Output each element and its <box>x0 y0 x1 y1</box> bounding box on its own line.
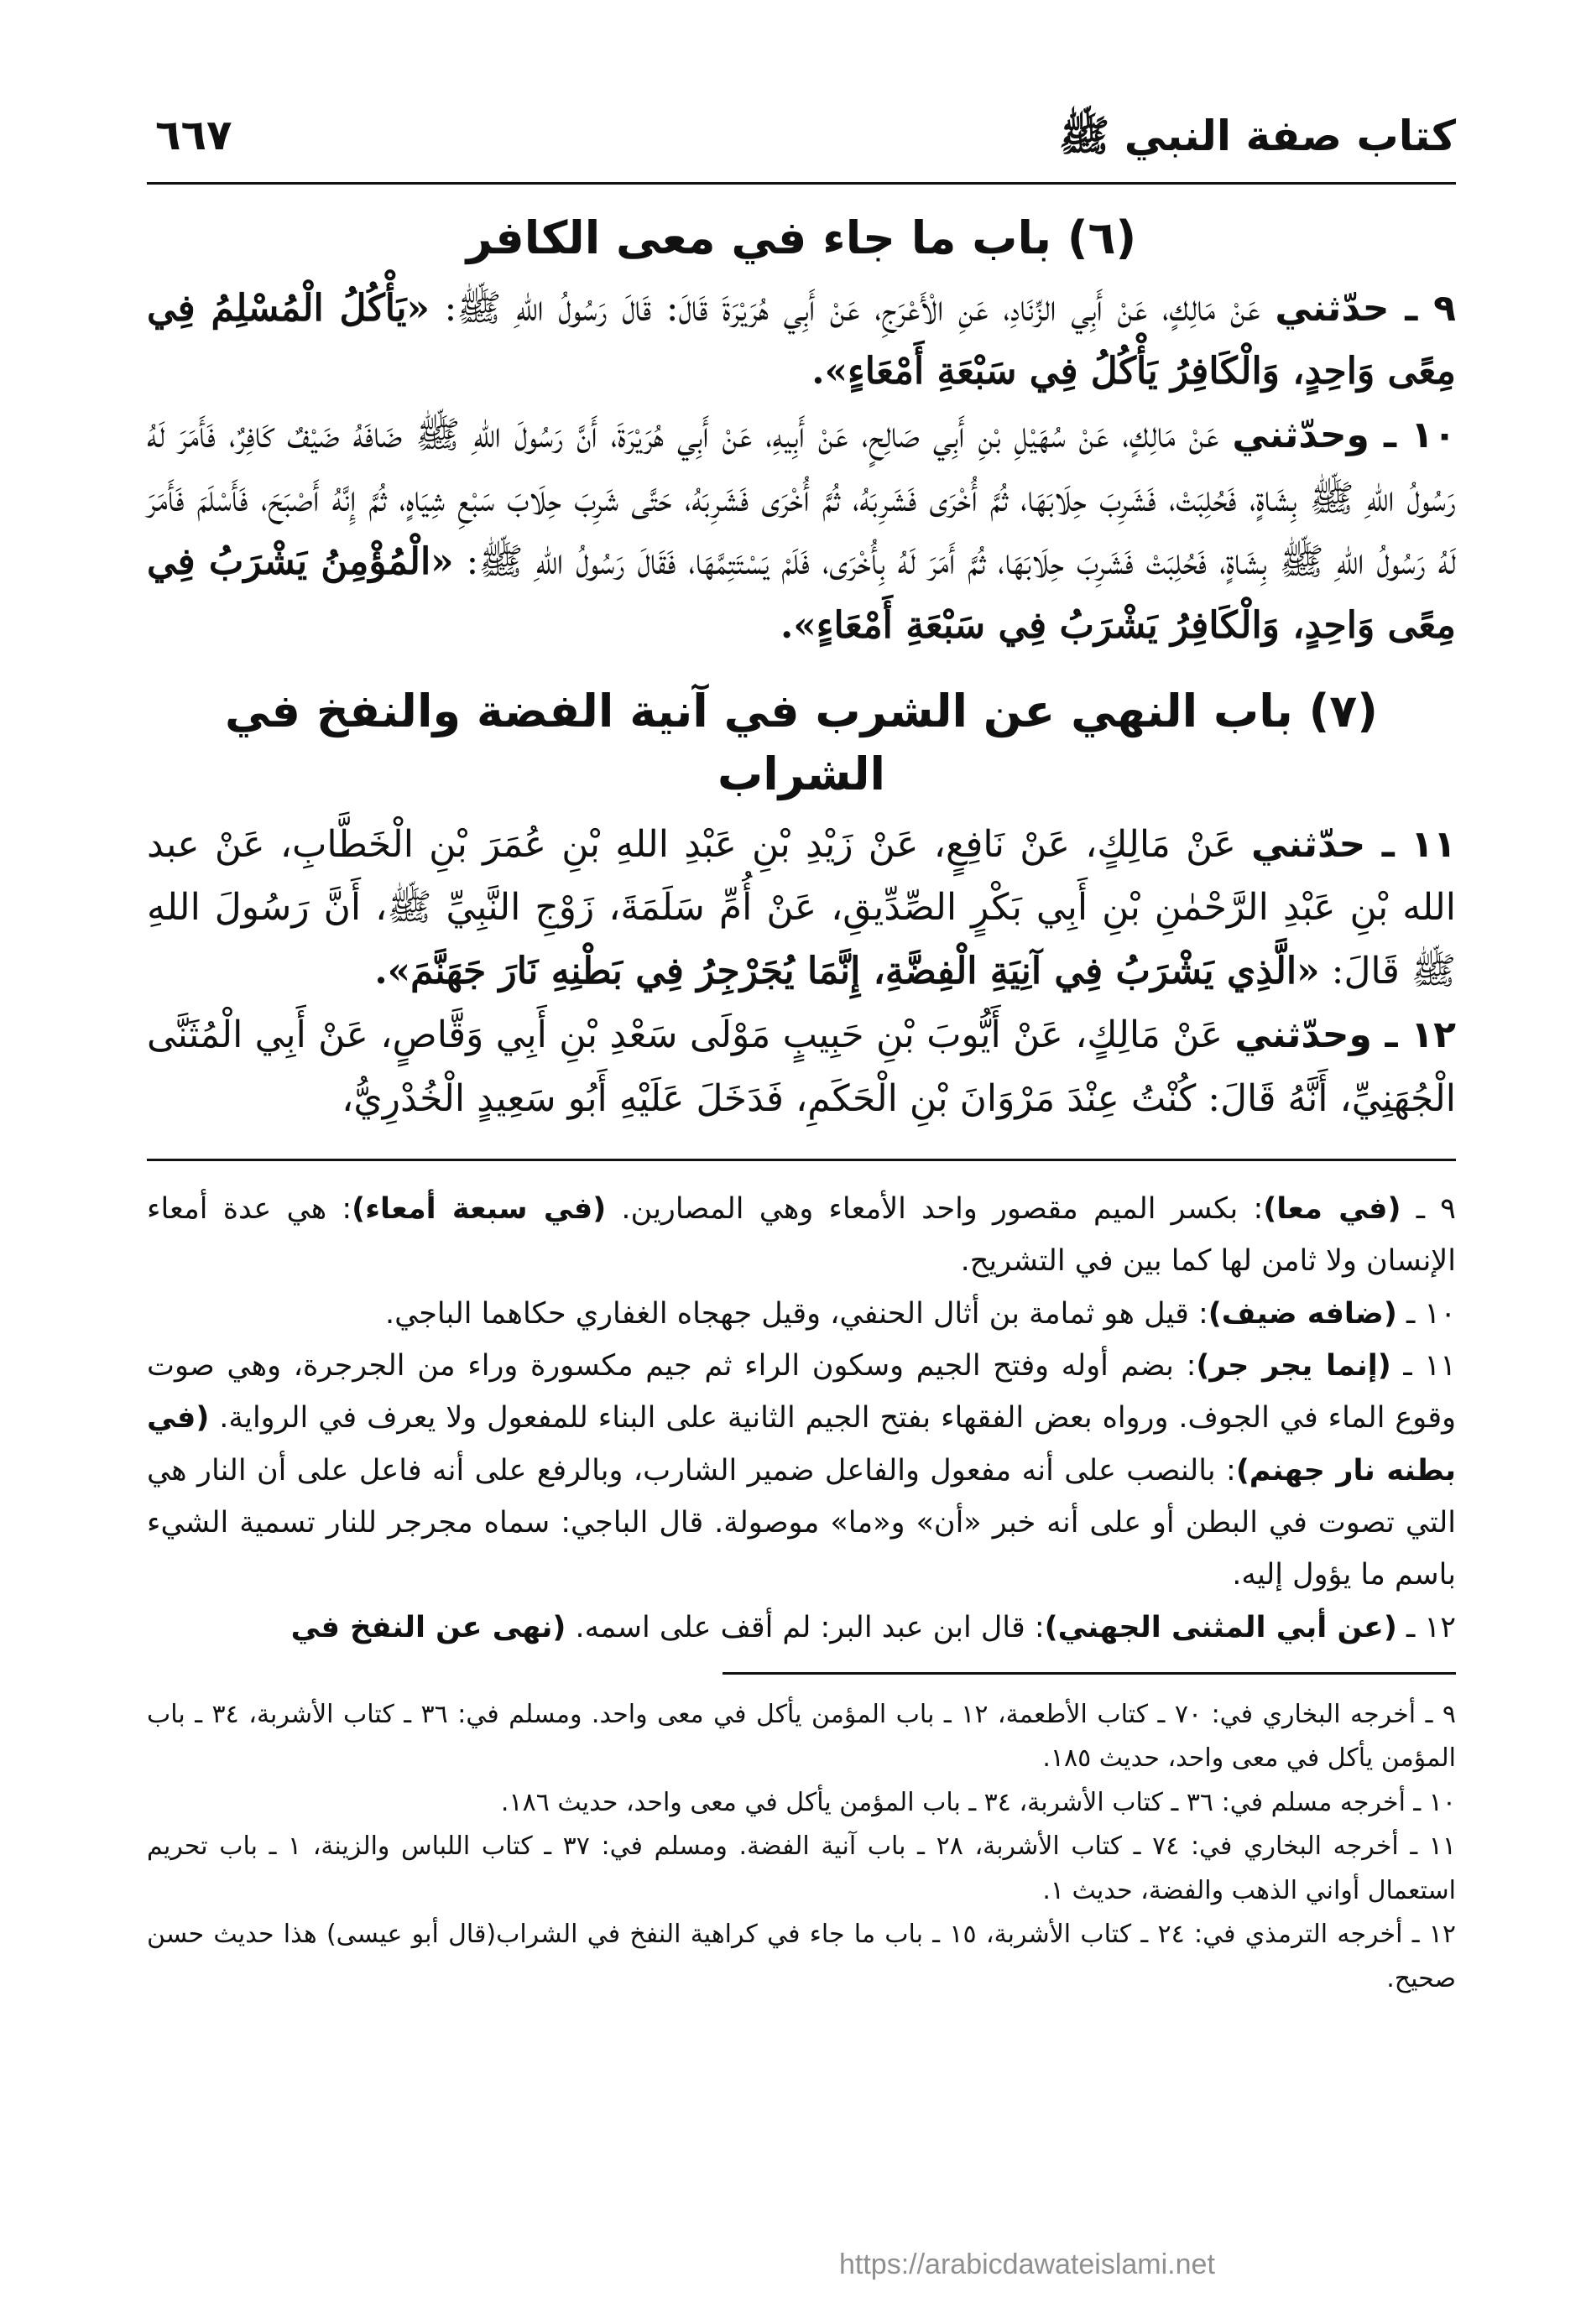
commentary-text: ١٢ ـ <box>1396 1610 1456 1644</box>
commentary-separator <box>147 1159 1456 1161</box>
commentary-text: : بكسر الميم مقصور واحد الأمعاء وهي المصارين. <box>606 1192 1264 1227</box>
commentary-term: (ضافه ضيف) <box>1208 1296 1397 1331</box>
references-separator <box>723 1672 1456 1675</box>
hadith-text: عَنْ مَالِكٍ، عَنْ أَيُّوبَ بْنِ حَبِيبٍ مَوْلَى سَعْدِ بْنِ أَبِي وَقَّاصٍ، عَنْ أَبِي الْمُثَنَّى الْجُهَنِيِّ، أَنَّهُ قَالَ: كُنْتُ عِنْدَ مَرْوَانَ بْنِ الْحَكَمِ، فَدَخَلَ عَلَيْهِ أَبُو سَعِيدٍ الْخُدْرِيُّ، <box>147 1013 1456 1120</box>
reference-note: ١٠ ـ أخرجه مسلم في: ٣٦ ـ كتاب الأشربة، ٣٤ ـ باب المؤمن يأكل في معى واحد، حديث ١٨٦. <box>500 1787 1456 1817</box>
watermark-url: https://arabicdawateislami.net <box>839 2248 1215 2280</box>
commentary-text: : بالنصب على أنه مفعول والفاعل ضمير الشارب، وبالرفع على أنه فاعل على أن النار هي التي تصوت في البطن أو على أنه خبر «أن» و«ما» موصولة. قال الباجي: سماه مجرجر للنار تسمية الشيء باسم ما يؤول إليه. <box>147 1453 1456 1592</box>
commentary-term: (في سبعة أمعاء) <box>352 1192 607 1227</box>
hadith-paragraph <box>147 813 1456 1003</box>
book-title: كتاب صفة النبي ﷺ <box>1058 112 1456 160</box>
hadith-lead: ٩ ـ حدّثني <box>1275 286 1456 330</box>
commentary-text: ٩ ـ <box>1401 1192 1456 1227</box>
reference-note: ١٢ ـ أخرجه الترمذي في: ٢٤ ـ كتاب الأشربة، ١٥ ـ باب ما جاء في كراهية النفخ في الشراب(قال أبو عيسى) هذا حديث حسن صحيح. <box>147 1920 1456 1993</box>
reference-note: ٩ ـ أخرجه البخاري في: ٧٠ ـ كتاب الأطعمة، ١٢ ـ باب المؤمن يأكل في معى واحد. ومسلم في: ٣٦ ـ كتاب الأشربة، ٣٤ ـ باب المؤمن يأكل في معى واحد، حديث ١٨٥. <box>147 1699 1457 1774</box>
commentary-term: (نهى عن النفخ في <box>290 1610 566 1644</box>
prophet-quote: «يَأْكُلُ الْمُسْلِمُ فِي مِعًى وَاحِدٍ، وَالْكَافِرُ يَأْكُلُ فِي سَبْعَةِ أَمْعَاءٍ». <box>147 286 1456 393</box>
hadith-lead: ١٢ ـ وحدّثني <box>1234 1013 1456 1056</box>
hadith-paragraph <box>147 404 1456 658</box>
commentary-notes <box>147 1183 1456 1654</box>
commentary-term: (في معا) <box>1263 1192 1401 1227</box>
prophet-quote: «الْمُؤْمِنُ يَشْرَبُ فِي مِعًى وَاحِدٍ، وَالْكَافِرُ يَشْرَبُ فِي سَبْعَةِ أَمْعَاءٍ». <box>147 540 1456 647</box>
commentary-paragraph <box>147 1340 1456 1601</box>
commentary-text: ١٠ ـ <box>1396 1296 1456 1331</box>
chapter-heading: (٦) باب ما جاء في معى الكافر <box>466 211 1137 264</box>
commentary-text: ١١ ـ <box>1390 1349 1456 1383</box>
book-page <box>147 101 1456 2290</box>
commentary-text: : هي عدة أمعاء الإنسان ولا ثامن لها كما بين في التشريح. <box>147 1192 1456 1279</box>
prophet-quote: «الَّذِي يَشْرَبُ فِي آنِيَةِ الْفِضَّةِ، إِنَّمَا يُجَرْجِرُ فِي بَطْنِهِ نَارَ جَهَنَّمَ». <box>374 950 1320 993</box>
hadith-text: عَنْ مَالِكٍ، عَنْ أَبِي الزِّنَادِ، عَنِ الْأَعْرَجِ، عَنْ أَبِي هُرَيْرَةَ قَالَ: قَالَ رَسُولُ اللهِ ﷺ: <box>429 286 1276 330</box>
commentary-paragraph <box>147 1288 1456 1340</box>
commentary-paragraph <box>147 1183 1456 1288</box>
page-number: ٦٦٧ <box>155 111 232 159</box>
hadith-paragraph <box>147 1003 1456 1130</box>
commentary-text: : قيل هو ثمامة بن أثال الحنفي، وقيل جهجاه الغفاري حكاهما الباجي. <box>384 1296 1208 1331</box>
running-header <box>147 101 1456 185</box>
hadith-lead: ١١ ـ حدّثني <box>1251 822 1456 866</box>
hadith-text: عَنْ مَالِكٍ، عَنْ سُهَيْلِ بْنِ أَبِي صَالِحٍ، عَنْ أَبِيهِ، عَنْ أَبِي هُرَيْرَةَ، أَنَّ رَسُولَ اللهِ ﷺ ضَافَهُ ضَيْفٌ كَافِرٌ، فَأَمَرَ لَهُ رَسُولُ اللهِ ﷺ بِشَاةٍ، فَحُلِبَتْ، فَشَرِبَ حِلَابَهَا، ثُمَّ أُخْرَى فَشَرِبَهُ، ثُمَّ أُخْرَى فَشَرِبَهُ، حَتَّى شَرِبَ حِلَابَ سَبْعِ شِيَاهٍ، ثُمَّ إِنَّهُ أَصْبَحَ، فَأَسْلَمَ فَأَمَرَ لَهُ رَسُولُ اللهِ ﷺ بِشَاةٍ، فَحُلِبَتْ فَشَرِبَ حِلَابَهَا، ثُمَّ أَمَرَ لَهُ بِأُخْرَى، فَلَمْ يَسْتَتِمَّهَا، فَقَالَ رَسُولُ اللهِ ﷺ: <box>147 413 1456 584</box>
reference-note: ١١ ـ أخرجه البخاري في: ٧٤ ـ كتاب الأشربة، ٢٨ ـ باب آنية الفضة. ومسلم في: ٣٧ ـ كتاب اللباس والزينة، ١ ـ باب تحريم استعمال أواني الذهب والفضة، حديث ١. <box>147 1832 1456 1905</box>
commentary-term: (في بطنه نار جهنم) <box>147 1401 1456 1488</box>
commentary-text: : بضم أوله وفتح الجيم وسكون الراء ثم جيم مكسورة وراء من الجرجرة، وهي صوت وقوع الماء في الجوف. ورواه بعض الفقهاء بفتح الجيم الثانية على البناء للمفعول ولا يعرف في الرواية. <box>147 1349 1456 1436</box>
commentary-text: : قال ابن عبد البر: لم أقف على اسمه. <box>566 1610 1045 1644</box>
hadith-lead: ١٠ ـ وحدّثني <box>1232 413 1456 456</box>
chapter-heading: (٧) باب النهي عن الشرب في آنية الفضة والنفخ في الشراب <box>225 684 1378 801</box>
header-rule <box>147 182 1456 185</box>
hadith-text: عَنْ مَالِكٍ، عَنْ نَافِعٍ، عَنْ زَيْدِ بْنِ عَبْدِ اللهِ بْنِ عُمَرَ بْنِ الْخَطَّابِ، عَنْ عبد الله بْنِ عَبْدِ الرَّحْمٰنِ بْنِ أَبِي بَكْرٍ الصِّدِّيقِ، عَنْ أُمِّ سَلَمَةَ، زَوْجِ النَّبِيِّ ﷺ، أَنَّ رَسُولَ اللهِ ﷺ قَالَ: <box>147 822 1456 993</box>
hadith-paragraph <box>147 277 1456 404</box>
commentary-term: (إنما يجر جر) <box>1196 1349 1391 1383</box>
commentary-paragraph <box>147 1602 1456 1654</box>
commentary-term: (عن أبي المثنى الجهني) <box>1044 1610 1397 1644</box>
